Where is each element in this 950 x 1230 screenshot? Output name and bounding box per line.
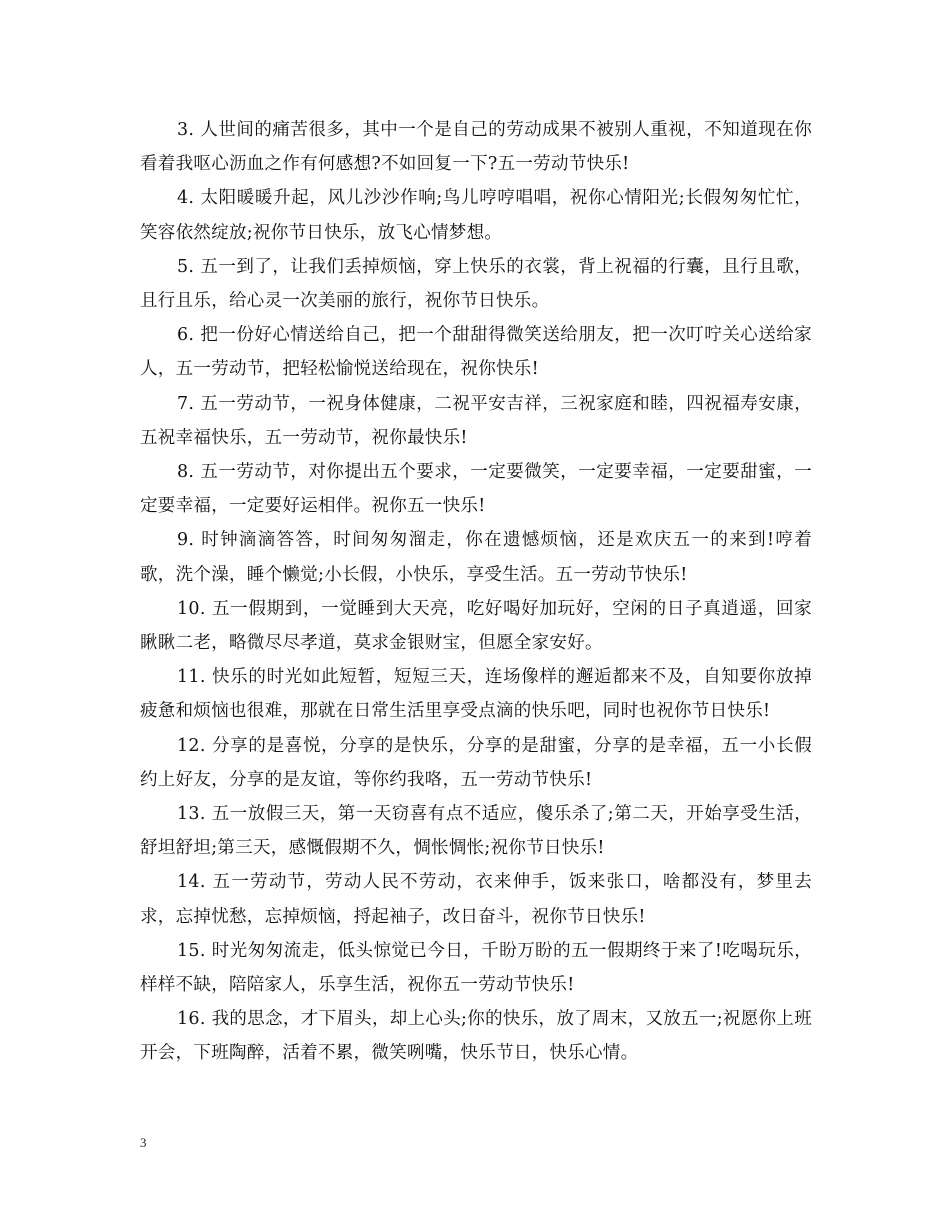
paragraph-10: 10. 五一假期到，一觉睡到大天亮，吃好喝好加玩好，空闲的日子真逍遥，回家瞅瞅二老，略微尽尽孝道，莫求金银财宝，但愿全家安好。	[140, 598, 812, 654]
paragraph-7: 7. 五一劳动节，一祝身体健康，二祝平安吉祥，三祝家庭和睦，四祝福寿安康，五祝幸福快乐，五一劳动节，祝你最快乐!	[140, 393, 812, 448]
paragraph-11: 11. 快乐的时光如此短暂，短短三天，连场像样的邂逅都来不及，自知要你放掉疲惫和烦恼也很难，那就在日常生活里享受点滴的快乐吧，同时也祝你节日快乐!	[140, 667, 812, 722]
paragraph-14: 14. 五一劳动节，劳动人民不劳动，衣来伸手，饭来张口，啥都没有，梦里去求，忘掉忧愁，忘掉烦恼，捋起袖子，改日奋斗，祝你节日快乐!	[140, 872, 812, 927]
paragraph-15: 15. 时光匆匆流走，低头惊觉已今日，千盼万盼的五一假期终于来了!吃喝玩乐，样样不缺，陪陪家人，乐享生活，祝你五一劳动节快乐!	[140, 940, 812, 996]
paragraph-6: 6. 把一份好心情送给自己，把一个甜甜得微笑送给朋友，把一次叮咛关心送给家人，五一劳动节，把轻松愉悦送给现在，祝你快乐!	[140, 325, 812, 380]
paragraph-12: 12. 分享的是喜悦，分享的是快乐，分享的是甜蜜，分享的是幸福，五一小长假约上好友，分享的是友谊，等你约我咯，五一劳动节快乐!	[140, 735, 812, 790]
paragraph-9: 9. 时钟滴滴答答，时间匆匆溜走，你在遗憾烦恼，还是欢庆五一的来到!哼着歌，洗个澡，睡个懒觉;小长假，小快乐，享受生活。五一劳动节快乐!	[140, 530, 812, 585]
paragraph-16: 16. 我的思念，才下眉头，却上心头;你的快乐，放了周末，又放五一;祝愿你上班开会，下班陶醉，活着不累，微笑咧嘴，快乐节日，快乐心情。	[140, 1009, 812, 1064]
paragraph-13: 13. 五一放假三天，第一天窃喜有点不适应，傻乐杀了;第二天，开始享受生活，舒坦舒坦;第三天，感慨假期不久，惆怅惆怅;祝你节日快乐!	[140, 804, 812, 859]
paragraph-8: 8. 五一劳动节，对你提出五个要求，一定要微笑，一定要幸福，一定要甜蜜，一定要幸福，一定要好运相伴。祝你五一快乐!	[140, 462, 812, 517]
paragraph-3: 3. 人世间的痛苦很多，其中一个是自己的劳动成果不被别人重视，不知道现在你看着我呕心沥血之作有何感想?不如回复一下?五一劳动节快乐!	[140, 120, 812, 175]
paragraph-4: 4. 太阳暖暖升起，风儿沙沙作响;鸟儿哼哼唱唱，祝你心情阳光;长假匆匆忙忙，笑容依然绽放;祝你节日快乐，放飞心情梦想。	[140, 188, 812, 243]
page-number: 3	[140, 1135, 147, 1150]
paragraph-5: 5. 五一到了，让我们丢掉烦恼，穿上快乐的衣裳，背上祝福的行囊，且行且歌，且行且乐，给心灵一次美丽的旅行，祝你节日快乐。	[140, 256, 812, 312]
document-body	[140, 113, 812, 1071]
